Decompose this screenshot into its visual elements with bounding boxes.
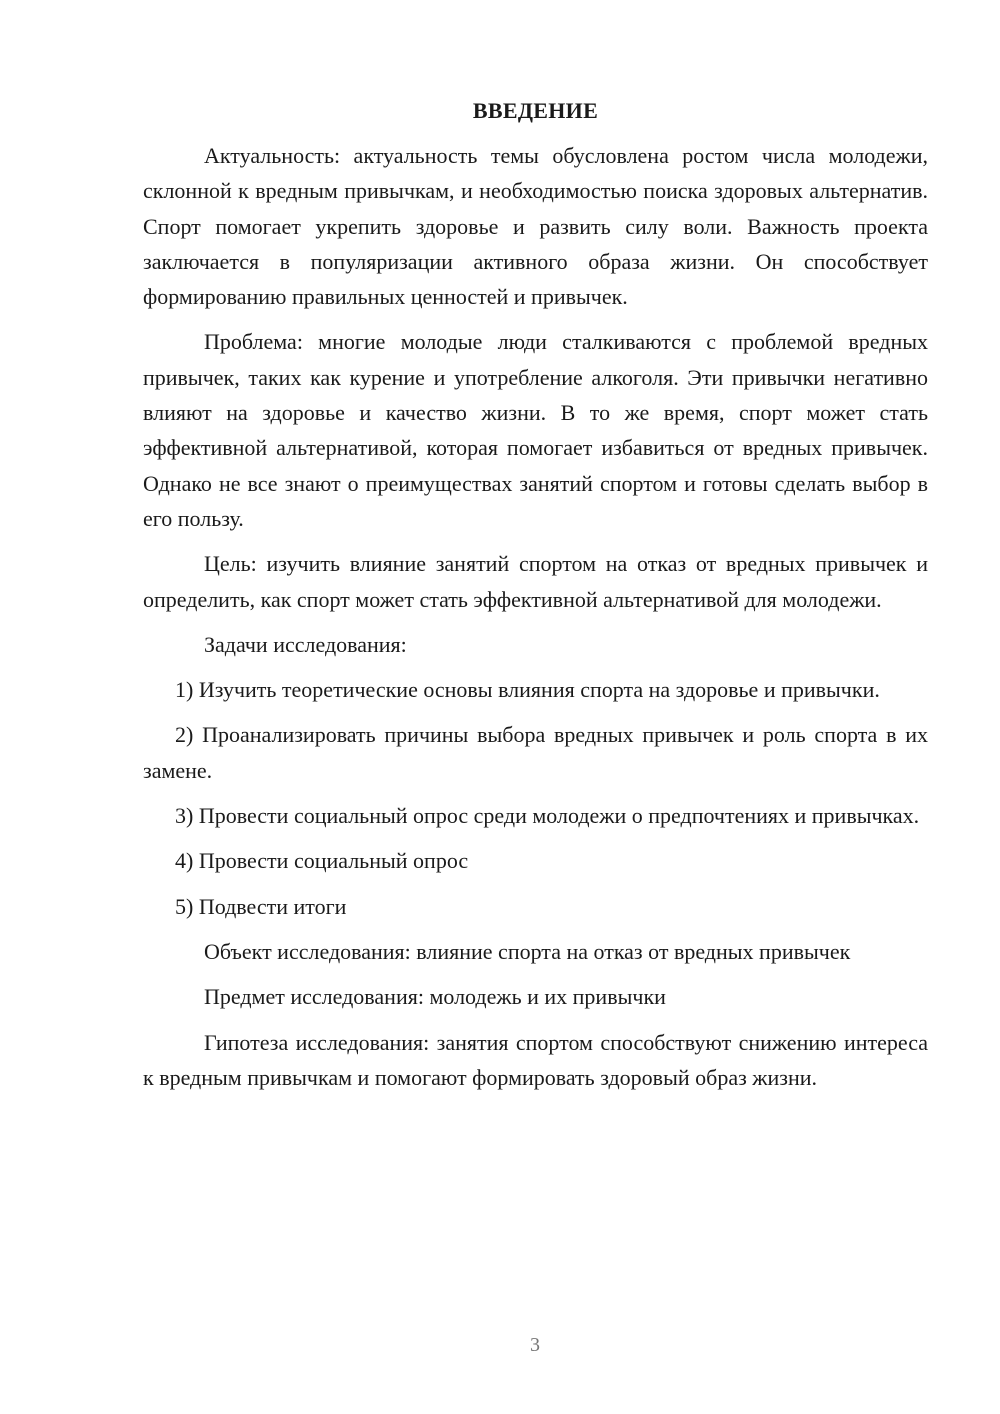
tasks-heading: Задачи исследования: [204,631,407,657]
task-item-5: 5) Подвести итоги [175,893,347,919]
page-title: ВВЕДЕНИЕ [472,98,599,123]
object-paragraph: Объект исследования: влияние спорта на отказ от вредных привычек [204,938,851,964]
task-item-2: 2) Проанализировать причины выбора вредных привычек и роль спорта в их замене. [143,722,928,783]
task-item-4: 4) Провести социальный опрос [175,848,469,874]
hypothesis-paragraph: Гипотеза исследования: занятия спортом способствуют снижению интереса к вредным привычкам и помогают формировать здоровый образ жизни. [143,1029,928,1090]
page-number: 3 [530,1334,540,1356]
task-item-1: 1) Изучить теоретические основы влияния спорта на здоровье и привычки. [175,677,880,703]
goal-paragraph: Цель: изучить влияние занятий спортом на отказ от вредных привычек и определить, как спорт может стать эффективной альтернативой для молодежи. [143,551,928,612]
document-page [143,96,928,1105]
problem-paragraph: Проблема: многие молодые люди сталкиваются с проблемой вредных привычек, таких как курение и употребление алкоголя. Эти привычки негативно влияют на здоровье и качество жизни. В то же время, спорт может стать эффективной альтернативой, которая помогает избавиться от вредных привычек. Однако не все знают о преимуществах занятий спортом и готовы сделать выбор в его пользу. [143,329,928,531]
task-item-3: 3) Провести социальный опрос среди молодежи о предпочтениях и привычках. [175,803,920,829]
subject-paragraph: Предмет исследования: молодежь и их привычки [204,984,666,1010]
relevance-paragraph: Актуальность: актуальность темы обусловлена ростом числа молодежи, склонной к вредным привычкам, и необходимостью поиска здоровых альтернатив. Спорт помогает укрепить здоровье и развить силу воли. Важность проекта заключается в популяризации активного образа жизни. Он способствует формированию правильных ценностей и привычек. [143,143,928,310]
